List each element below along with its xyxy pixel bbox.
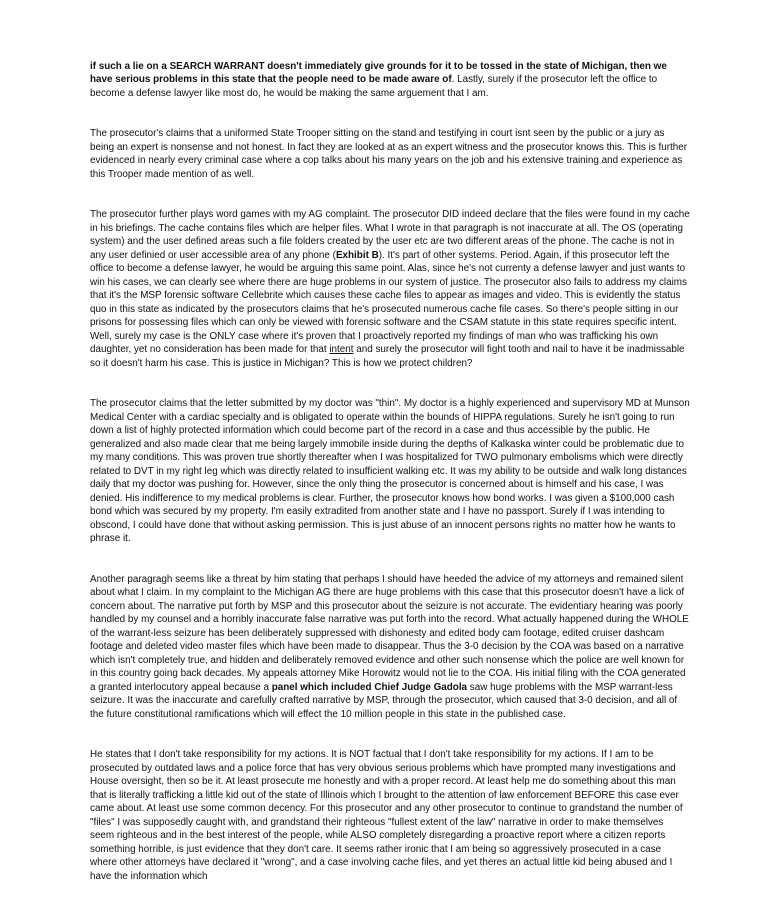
exhibit-b-reference: Exhibit B [335, 249, 379, 261]
paragraph-5 [90, 559, 690, 721]
run-text: He states that I don't take responsibility for my actions. It is NOT factual that I don't take responsibility for my actions. If I am to be prosecuted by outdated laws and a police force that has very obvious serious problems which have prompted many investigations and House oversight, then so be it. At least prosecute me honestly and with a proper record. At least help me do something about this man that is literally trafficking a little kid out of the state of Illinois which I brought to the attention of law enforcement BEFORE this case ever came about. At least use some common decency. For this prosecutor and any other prosecutor to continue to grandstand the number of "files" I was supposedly caught with, and grandstand their righteous "fullest extent of the law" narrative in order to make themselves seem righteous and in the best interest of the people, while ALSO completely disregarding a proactive report where a citizen reports something horrible, is just evidence that they don't care. It seems rather ironic that I am being so aggressively prosecuted in a case where other attorneys have declared it "wrong", and a case involving cache files, and yet theres an actual little kid being abused and I have the information which [90, 749, 683, 882]
run-text: saw huge problems with the MSP warrant-less seizure. It was the inaccurate and carefully crafted narrative by MSP, through the prosecutor, which caused that 3-0 decision, and all of the future constitutional ramifications which will effect the 10 million people in this state in the published case. [90, 681, 678, 720]
run-bold: if such a lie on a SEARCH WARRANT doesn't immediately give grounds for it to be tossed in the state of Michigan, then we have serious problems in this state that the people need to be made aware of [90, 60, 667, 85]
paragraph-3 [90, 195, 690, 371]
intent-underlined: intent [329, 344, 354, 355]
run-text: . Lastly, surely if the prosecutor left the office to become a defense lawyer like most do, he would be making the same arguement that I am. [90, 74, 658, 99]
panel-reference: panel which included Chief Judge Gadola [271, 681, 468, 693]
run-text: and surely the prosecutor will fight tooth and nail to have it be inadmissable so it doesn't harm his case. This is justice in Michigan? This is how we protect children? [90, 344, 685, 369]
document-page [90, 46, 690, 897]
run-text: Another paragragh seems like a threat by him stating that perhaps I should have heeded the advice of my attorneys and remained silent about what I claim. In my complaint to the Michigan AG there are huge problems with this case that this prosecutor doesn't have a lick of concern about. The narrative put forth by MSP and this prosecutor about the seizure is not accurate. The evidentiary hearing was poorly handled by my counsel and a horribly inaccurate false narrative was put forth into the record. What actually happened during the WHOLE of the warrant-less seizure has been deliberately suppressed with dishonesty and edited body cam footage, edited cruiser dashcam footage and deleted video master files which have been made to disappear. Thus the 3-0 decision by the COA was based on a narrative which isn't completely true, and hidden and deliberately removed evidence and other such nonsense which the police are well known for in this country going back decades. My appeals attorney Mike Horowitz would not lie to the COA. His initial filing with the COA generated a granted interlocutory appeal because a [90, 573, 689, 693]
paragraph-4 [90, 384, 690, 546]
paragraph-1 [90, 46, 690, 100]
run-text: The prosecutor claims that the letter submitted by my doctor was "thin". My doctor is a highly experienced and supervisory MD at Munson Medical Center with a cardiac specialty and is obligated to operate within the bounds of HIPPA regulations. Surely he isn't going to run down a list of highly protected information which could become part of the record in a case and thus accessible by the public. He generalized and also made clear that me being largely immobile inside during the depths of Kalkaska winter could be problematic due to my many conditions. This was proven true shortly thereafter when I was hospitalized for TWO pulmonary embolisms which were directly related to DVT in my right leg which was directly related to insufficient walking etc. It was my ability to be outside and walk long distances daily that my doctor was pushing for. However, since the only thing the prosecutor is concerned about is himself and his case, I was denied. His indifference to my medical problems is clear. Further, the prosecutor knows how bond works. I was given a $100,000 cash bond which was secured by my property. I'm easily extradited from another state and I have no passport. Surely if I was intending to obscond, I could have done that without asking permission. This is just abuse of an innocent persons rights no matter how he wants to phrase it. [90, 398, 690, 544]
paragraph-6 [90, 735, 690, 884]
run-text: ). It's part of other systems. Period. Again, if this prosecutor left the office to become a defense lawyer, he would be arguing this same point. Alas, since he's not currenty a defense lawyer and just wants to win his cases, we can clearly see where there are huge problems in our system of justice. The prosecutor also fails to address my claims that it's the MSP forensic software Cellebrite which causes these cache files to appear as images and video. This is evidently the status quo in this state as indicated by the prosecutors claims that he's prosecuted numerous cache file cases. So there's people sitting in our prisons for possessing files which can only be viewed with forensic software and the CSAM statute in this state requires specific intent. Well, surely my case is the ONLY case where it's proven that I proactively reported my findings of man who was trafficking his own daughter, yet no consideration has been made for that [90, 249, 687, 355]
run-text: The prosecutor's claims that a uniformed State Trooper sitting on the stand and testifying in court isnt seen by the public or a jury as being an expert is nonsense and not honest. In fact they are looked at as an expert witness and the prosecutor knows this. This is further evidenced in nearly every criminal case where a cop talks about his many years on the job and his extensive training and experience as this Trooper made mention of as well. [90, 128, 688, 180]
run-text: The prosecutor further plays word games with my AG complaint. The prosecutor DID indeed declare that the files were found in my cache in his briefings. The cache contains files which are helper files. What I wrote in that paragraph is not inaccurate at all. The OS (operating system) and the user defined areas such a file folders created by the user etc are two different areas of the phone. The cache is not in any user definied or user accessible area of any phone ( [90, 209, 690, 261]
paragraph-2 [90, 114, 690, 182]
